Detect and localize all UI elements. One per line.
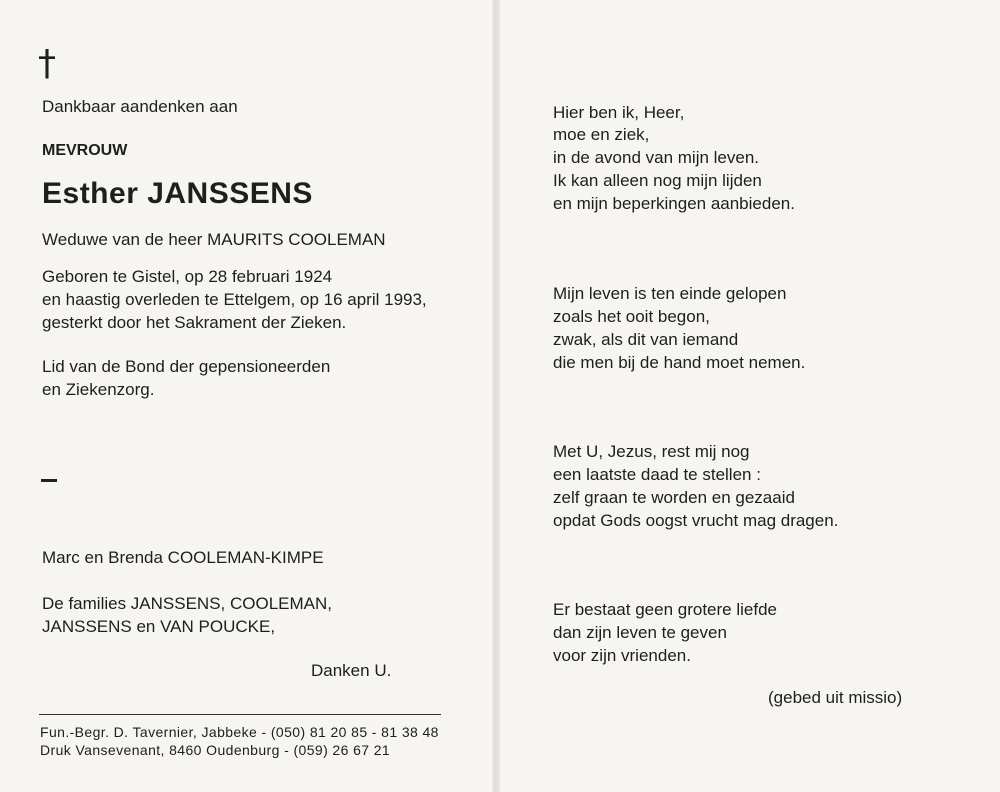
page-fold (492, 0, 500, 792)
poem-line: een laatste daad te stellen : (553, 465, 761, 484)
family-line-3: JANSSENS en VAN POUCKE, (42, 617, 276, 636)
poem-line: Ik kan alleen nog mijn lijden (553, 171, 762, 190)
left-page (0, 0, 492, 792)
birth-line: Geboren te Gistel, op 28 februari 1924 (42, 267, 333, 286)
poem-line: Mijn leven is ten einde gelopen (553, 284, 787, 303)
family-line-1: Marc en Brenda COOLEMAN-KIMPE (42, 548, 324, 567)
footer-rule (39, 714, 441, 715)
right-page (500, 0, 1000, 792)
poem-line: Hier ben ik, Heer, (553, 103, 685, 122)
poem-line: zelf graan te worden en gezaaid (553, 488, 795, 507)
poem-line: voor zijn vrienden. (553, 646, 691, 665)
title-mevrouw: MEVROUW (42, 142, 128, 159)
poem-line: dan zijn leven te geven (553, 623, 727, 642)
poem-line: zwak, als dit van iemand (553, 330, 739, 349)
footer-line-1: Fun.-Begr. D. Tavernier, Jabbeke - (050) 81 20 85 - 81 38 48 (40, 724, 439, 740)
deceased-name: Esther JANSSENS (42, 177, 313, 210)
death-line: en haastig overleden te Ettelgem, op 16 april 1993, (42, 290, 427, 309)
poem-line: Er bestaat geen grotere liefde (553, 600, 777, 619)
widow-line: Weduwe van de heer MAURITS COOLEMAN (42, 230, 386, 249)
poem-line: Met U, Jezus, rest mij nog (553, 442, 750, 461)
poem-line: zoals het ooit begon, (553, 307, 710, 326)
family-line-2: De families JANSSENS, COOLEMAN, (42, 594, 333, 613)
poem-line: opdat Gods oogst vrucht mag dragen. (553, 511, 839, 530)
intro-line: Dankbaar aandenken aan (42, 97, 238, 116)
prayer-source: (gebed uit missio) (768, 688, 903, 707)
cross-symbol: † (38, 43, 56, 84)
member-line-2: en Ziekenzorg. (42, 380, 155, 399)
sacrament-line: gesterkt door het Sakrament der Zieken. (42, 313, 347, 332)
member-line-1: Lid van de Bond der gepensioneerden (42, 357, 331, 376)
thanks-line: Danken U. (311, 661, 392, 680)
poem-line: en mijn beperkingen aanbieden. (553, 194, 795, 213)
poem-line: die men bij de hand moet nemen. (553, 353, 806, 372)
separator-dash (41, 479, 57, 482)
poem-line: moe en ziek, (553, 125, 650, 144)
footer-line-2: Druk Vansevenant, 8460 Oudenburg - (059) 26 67 21 (40, 742, 391, 758)
poem-line: in de avond van mijn leven. (553, 148, 760, 167)
